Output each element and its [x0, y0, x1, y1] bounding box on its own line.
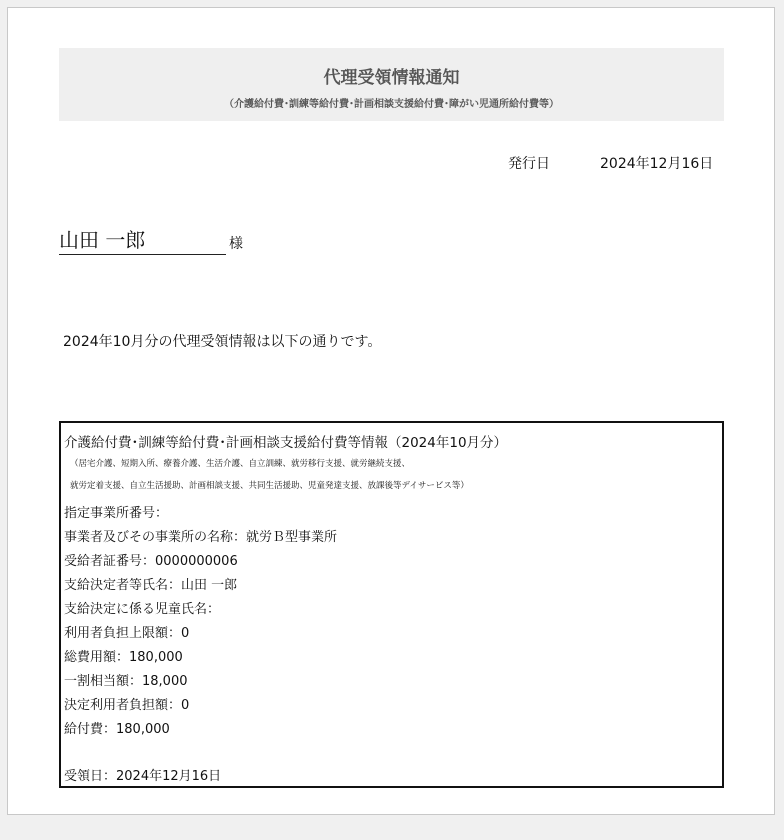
- recipient-name: 山田 一郎: [59, 227, 226, 255]
- decided-person-name: 支給決定者等氏名：山田 一郎: [64, 578, 238, 593]
- notice-page: [7, 7, 775, 815]
- intro-text: 2024年10月分の代理受領情報は以下の通りです。: [63, 334, 382, 350]
- benefit-info-box: [59, 421, 724, 788]
- issue-date-value: 2024年12月16日: [600, 156, 714, 172]
- burden-limit: 利用者負担上限額：0: [64, 626, 190, 641]
- total-cost: 総費用額：180,000: [64, 650, 183, 665]
- info-heading: 介護給付費･訓練等給付費･計画相談支援給付費等情報（2024年10月分）: [64, 435, 508, 451]
- office-name: 事業者及びその事業所の名称：就労Ｂ型事業所: [64, 530, 338, 545]
- title-band: [59, 48, 724, 121]
- child-name: 支給決定に係る児童氏名：: [64, 602, 221, 617]
- services-line-1: （居宅介護、短期入所、療養介護、生活介護、自立訓練、就労移行支援、就労継続支援、: [70, 459, 411, 469]
- recipient-honorific: 様: [229, 236, 243, 252]
- document-subtitle: （介護給付費･訓練等給付費･計画相談支援給付費･障がい児通所給付費等）: [224, 99, 559, 110]
- decided-burden: 決定利用者負担額：0: [64, 698, 190, 713]
- services-line-2: 就労定着支援、自立生活援助、計画相談支援、共同生活援助、児童発達支援、放課後等デイサービス等）: [70, 481, 469, 491]
- ten-percent-amount: 一割相当額：18,000: [64, 674, 188, 689]
- document-title: 代理受領情報通知: [323, 68, 460, 88]
- office-number: 指定事業所番号：: [64, 506, 169, 521]
- certificate-number: 受給者証番号：0000000006: [64, 554, 238, 569]
- benefit-amount: 給付費：180,000: [64, 722, 170, 737]
- issue-date-label: 発行日: [508, 156, 550, 172]
- received-date: 受領日：2024年12月16日: [64, 769, 222, 784]
